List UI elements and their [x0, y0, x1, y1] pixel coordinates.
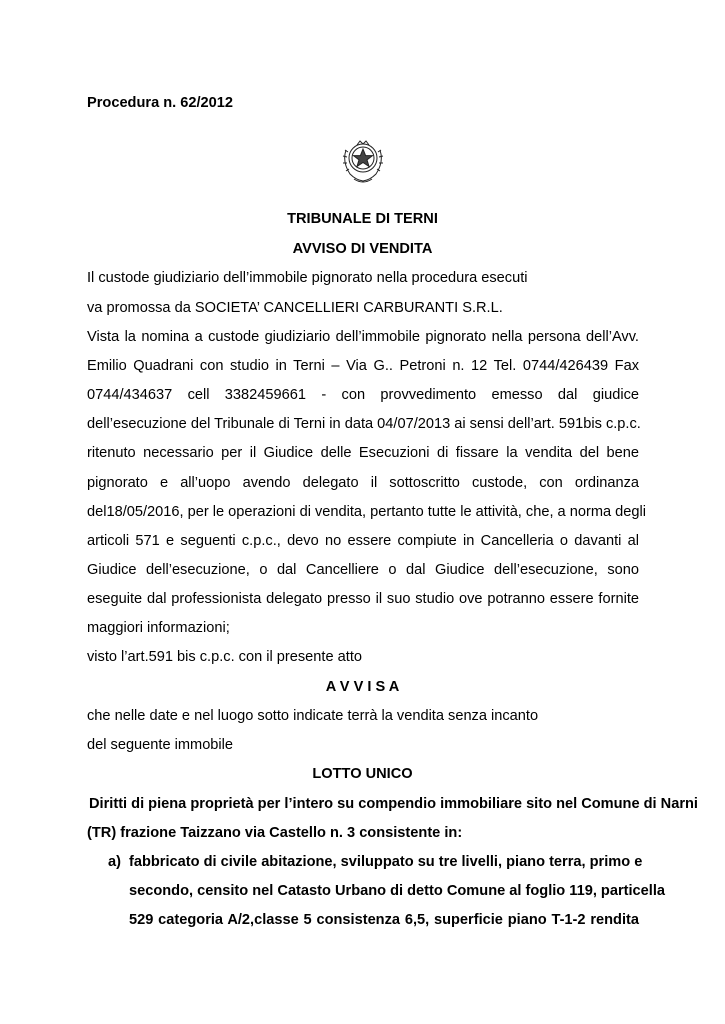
rights-line-1: Diritti di piena proprietà per l’intero su compendio immobiliare sito nel Comune di Narni — [89, 796, 698, 812]
lot-title: LOTTO UNICO — [312, 766, 413, 782]
item-line-1: fabbricato di civile abitazione, sviluppato su tre livelli, piano terra, primo e — [129, 854, 643, 870]
procedure-number: Procedura n. 62/2012 — [87, 95, 234, 111]
body-line-9: del18/05/2016, per le operazioni di vendita, pertanto tutte le attività, che, a norma degli — [87, 504, 646, 520]
item-line-3: 529 categoria A/2,classe 5 consistenza 6,5, superficie piano T-1-2 rendita — [129, 912, 639, 928]
avvisa-heading: A V V I S A — [325, 679, 400, 695]
item-line-2: secondo, censito nel Catasto Urbano di detto Comune al foglio 119, particella — [129, 883, 666, 899]
body-line-1: Il custode giudiziario dell’immobile pignorato nella procedura esecuti — [87, 270, 528, 286]
rights-line-2: (TR) frazione Taizzano via Castello n. 3 consistente in: — [87, 825, 463, 841]
notice-title: AVVISO DI VENDITA — [292, 241, 433, 257]
italian-republic-emblem-icon — [340, 136, 386, 186]
body-line-6: dell’esecuzione del Tribunale di Terni in data 04/07/2013 ai sensi dell’art. 591bis c.p.c. — [87, 416, 641, 432]
body-line-14: visto l’art.591 bis c.p.c. con il presente atto — [87, 649, 362, 665]
body-line-3: Vista la nomina a custode giudiziario dell’immobile pignorato nella persona dell’Avv. — [87, 329, 639, 345]
after-line-1: che nelle date e nel luogo sotto indicate terrà la vendita senza incanto — [87, 708, 539, 724]
after-line-2: del seguente immobile — [87, 737, 234, 753]
body-line-12: eseguite dal professionista delegato presso il suo studio ove potranno essere fornite — [87, 591, 639, 607]
body-line-7: ritenuto necessario per il Giudice delle Esecuzioni di fissare la vendita del bene — [87, 445, 639, 461]
court-title: TRIBUNALE DI TERNI — [287, 211, 438, 227]
body-line-2: va promossa da SOCIETA’ CANCELLIERI CARBURANTI S.R.L. — [87, 300, 503, 316]
body-line-11: Giudice dell’esecuzione, o dal Cancelliere o dal Giudice dell’esecuzione, sono — [87, 562, 639, 578]
body-line-4: Emilio Quadrani con studio in Terni – Via G.. Petroni n. 12 Tel. 0744/426439 Fax — [87, 358, 639, 374]
body-line-13: maggiori informazioni; — [87, 620, 230, 636]
item-marker: a) — [108, 854, 121, 870]
body-line-10: articoli 571 e seguenti c.p.c., devo no essere compiute in Cancelleria o davanti al — [87, 533, 639, 549]
body-line-5: 0744/434637 cell 3382459661 - con provvedimento emesso dal giudice — [87, 387, 639, 403]
body-line-8: pignorato e all’uopo avendo delegato il sottoscritto custode, con ordinanza — [87, 475, 639, 491]
